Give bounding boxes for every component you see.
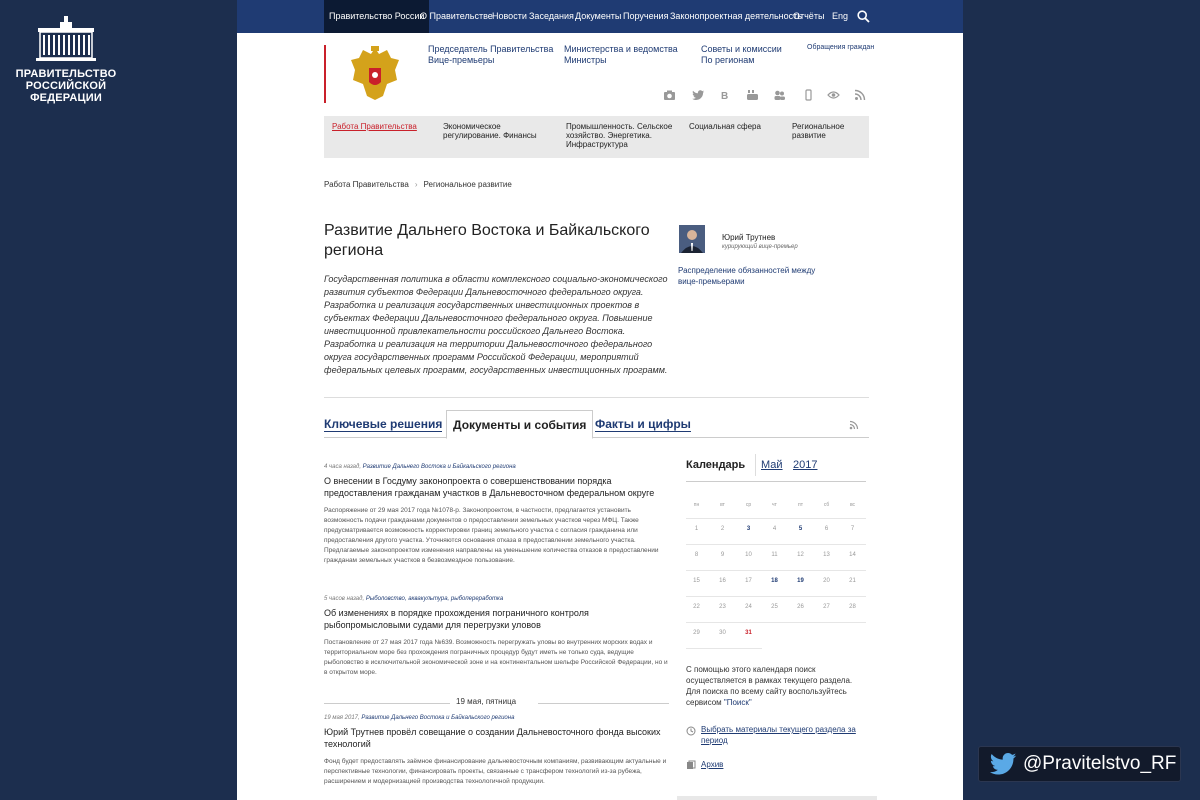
calendar-separator bbox=[755, 454, 756, 476]
calendar-day: 11 bbox=[771, 552, 778, 558]
coat-of-arms-icon[interactable] bbox=[347, 44, 403, 104]
subnav-industry[interactable]: Промышленность. Сельское хозяйство. Энергетика. Инфраструктура bbox=[566, 122, 673, 149]
calendar-day: 7 bbox=[850, 526, 855, 532]
chevron-right-icon: › bbox=[414, 180, 418, 189]
calendar-day: 26 bbox=[797, 604, 804, 610]
nav-item-reports[interactable]: Отчёты bbox=[793, 11, 825, 21]
twitter-badge[interactable] bbox=[978, 746, 1181, 782]
news-tag-link[interactable]: Развитие Дальнего Востока и Байкальского региона bbox=[361, 715, 515, 721]
nav-item-instructions[interactable]: Поручения bbox=[623, 11, 669, 21]
news-tag-link[interactable]: Развитие Дальнего Востока и Байкальского региона bbox=[362, 464, 516, 470]
calendar-day: 22 bbox=[693, 604, 700, 610]
twitter-icon[interactable] bbox=[692, 89, 705, 101]
curator-name[interactable]: Юрий Трутнев bbox=[722, 233, 776, 242]
calendar-day: 2 bbox=[720, 526, 725, 532]
news-item bbox=[324, 464, 669, 566]
responsibilities-link[interactable]: Распределение обязанностей между вице-премьерами bbox=[678, 266, 816, 286]
calendar-day: 10 bbox=[745, 552, 752, 558]
calendar-day: 14 bbox=[849, 552, 856, 558]
calendar-day: 21 bbox=[849, 578, 856, 584]
archive-link[interactable]: Архив bbox=[701, 760, 724, 769]
nav-item-english[interactable]: Eng bbox=[832, 11, 849, 21]
link-councils[interactable]: Советы и комиссии bbox=[701, 44, 782, 54]
calendar-row-divider bbox=[686, 544, 866, 545]
subnav-economy[interactable]: Экономическое регулирование. Финансы bbox=[443, 122, 537, 140]
calendar-day[interactable]: 31 bbox=[745, 630, 752, 636]
news-item bbox=[324, 715, 669, 787]
tab-documents-events[interactable]: Документы и события bbox=[446, 410, 593, 439]
news-meta: 4 часа назад, Развитие Дальнего Востока и Байкальского региона bbox=[324, 464, 516, 470]
calendar-weekday: вт bbox=[720, 502, 725, 508]
breadcrumb bbox=[324, 180, 512, 189]
date-separator-label: 19 мая, пятница bbox=[456, 697, 517, 706]
calendar-year-selector[interactable]: 2017 bbox=[793, 459, 818, 471]
calendar-day: 16 bbox=[719, 578, 726, 584]
news-headline[interactable]: Юрий Трутнев провёл совещание о создании Дальневосточного фонда высоких технологий bbox=[324, 727, 661, 749]
calendar-day: 25 bbox=[771, 604, 778, 610]
svg-text:В: В bbox=[721, 91, 729, 101]
youtube-icon[interactable] bbox=[746, 89, 759, 101]
twitter-bird-icon bbox=[989, 753, 1017, 775]
mobile-icon[interactable] bbox=[802, 89, 815, 101]
link-ministers[interactable]: Министры bbox=[564, 55, 607, 65]
news-headline[interactable]: Об изменениях в порядке прохождения пограничного контроля рыбопромысловыми судами для перегрузки уловов bbox=[324, 608, 589, 630]
nav-item-legislation[interactable]: Законопроектная деятельность bbox=[670, 11, 802, 21]
breadcrumb-item[interactable]: Работа Правительства bbox=[324, 180, 409, 189]
date-separator bbox=[324, 697, 669, 709]
search-icon[interactable] bbox=[857, 10, 870, 23]
logo-text: ПРАВИТЕЛЬСТВО РОССИЙСКОЙ ФЕДЕРАЦИИ bbox=[15, 68, 117, 104]
calendar-month-selector[interactable]: Май bbox=[761, 459, 783, 471]
section-description: Государственная политика в области комплексного социально-экономического развития субъектов Федерации Дальневосточного федерального округа. Разработка и реализация государственных инвестиционных проектов в субъектах Федерации Дальневосточного федерального округа. Повышение инвестиционной привлекательности российского Дальнего Востока. Разработка и реализация на территории Дальневосточного федерального округа государственных программ Российской Федерации, мероприятий федеральных целевых программ, государственных инвестиционных программ. bbox=[324, 274, 668, 375]
subnav-regional[interactable]: Региональное развитие bbox=[792, 122, 845, 140]
calendar-day: 6 bbox=[824, 526, 829, 532]
odnoklassniki-icon[interactable] bbox=[773, 89, 786, 101]
camera-icon[interactable] bbox=[663, 89, 676, 101]
calendar-weekday: сб bbox=[823, 502, 830, 508]
page bbox=[237, 0, 963, 800]
news-meta: 19 мая 2017, Развитие Дальнего Востока и Байкальского региона bbox=[324, 715, 515, 721]
page-title: Развитие Дальнего Востока и Байкальского региона bbox=[324, 222, 650, 259]
vk-icon[interactable] bbox=[719, 89, 732, 101]
calendar-weekday: пт bbox=[798, 502, 803, 508]
calendar-day: 17 bbox=[745, 578, 752, 584]
calendar-note: С помощью этого календаря поиск осуществляется в рамках текущего раздела. Для поиска по всему сайту воспользуйтесь сервисом "Поиск" bbox=[686, 665, 853, 707]
calendar-day: 27 bbox=[823, 604, 830, 610]
calendar-row-divider bbox=[686, 570, 866, 571]
calendar-weekday: вс bbox=[849, 502, 856, 508]
calendar-day[interactable]: 18 bbox=[771, 578, 778, 584]
news-body: Распоряжение от 29 мая 2017 года №1078-р. Законопроектом, в частности, предлагается установить возможность подачи гражданами документов о предоставлении земельных участков через МФЦ. Также предусматривается возможность корректировки границ земельного участка с согласия гражданина или предоставления другого участка. Уточняются основания отказа в предоставлении земельного участка. Предлагаемые законопроектом изменения направлены на уменьшение количества отказов в предоставлении гражданам земельных участков в безвозмездное пользование. bbox=[324, 507, 659, 564]
news-body: Фонд будет предоставлять заёмное финансирование дальневосточным компаниям, развивающим актуальные и перспективные технологии, финансировать проекты, связанные с трансфером технологий из-за рубежа, расширением и модернизацией производства технологичной продукции. bbox=[324, 758, 667, 785]
calendar-day: 15 bbox=[693, 578, 700, 584]
twitter-handle: @Pravitelstvo_RF bbox=[1023, 753, 1177, 774]
calendar-title: Календарь bbox=[686, 459, 746, 471]
nav-item-documents[interactable]: Документы bbox=[575, 11, 622, 21]
content-tabs bbox=[324, 410, 869, 438]
calendar-day: 30 bbox=[719, 630, 726, 636]
tab-facts-figures[interactable]: Факты и цифры bbox=[595, 417, 691, 431]
calendar-day[interactable]: 19 bbox=[797, 578, 804, 584]
nav-item-government[interactable]: Правительство России bbox=[324, 0, 429, 33]
link-citizen-appeals[interactable]: Обращения граждан bbox=[807, 44, 875, 51]
nav-item-news[interactable]: Новости bbox=[492, 11, 527, 21]
news-tag-link[interactable]: Рыболовство, аквакультура, рыбопереработка bbox=[365, 596, 504, 602]
nav-item-about[interactable]: О Правительстве bbox=[420, 11, 493, 21]
calendar-day[interactable]: 5 bbox=[798, 526, 803, 532]
nav-item-meetings[interactable]: Заседания bbox=[529, 11, 574, 21]
eye-icon[interactable] bbox=[827, 89, 840, 101]
red-accent-bar bbox=[324, 45, 326, 103]
white-house-icon bbox=[34, 14, 98, 62]
calendar-day[interactable]: 3 bbox=[746, 526, 751, 532]
separator-line bbox=[538, 703, 669, 704]
person-photo-icon bbox=[679, 225, 705, 253]
select-period-link[interactable]: Выбрать материалы текущего раздела за период bbox=[701, 725, 856, 745]
link-regions[interactable]: По регионам bbox=[701, 55, 755, 65]
government-logo[interactable] bbox=[14, 14, 118, 104]
calendar-day: 4 bbox=[772, 526, 777, 532]
footer-strip bbox=[677, 796, 877, 800]
calendar-row-divider bbox=[686, 622, 866, 623]
calendar-day: 23 bbox=[719, 604, 726, 610]
calendar-day: 29 bbox=[693, 630, 700, 636]
calendar-day: 20 bbox=[823, 578, 830, 584]
calendar-day: 28 bbox=[849, 604, 856, 610]
calendar-row-divider bbox=[686, 518, 866, 519]
rss-icon[interactable] bbox=[849, 420, 859, 430]
section-navigation bbox=[324, 116, 869, 158]
calendar-row-divider bbox=[686, 648, 762, 649]
calendar-divider bbox=[686, 481, 866, 482]
calendar-day: 24 bbox=[745, 604, 752, 610]
search-service-link[interactable]: "Поиск" bbox=[723, 698, 752, 707]
link-vice-premiers[interactable]: Вице-премьеры bbox=[428, 55, 495, 65]
calendar-day: 9 bbox=[720, 552, 725, 558]
calendar-day: 8 bbox=[694, 552, 699, 558]
tab-key-decisions[interactable]: Ключевые решения bbox=[324, 417, 443, 431]
calendar-day: 12 bbox=[797, 552, 804, 558]
news-body: Постановление от 27 мая 2017 года №639. Возможность перегружать уловы во внутренних морских водах и территориальном море без прохождения пограничных процедур будут иметь не только суда, ведущие рыболовство в исключительной экономической зоне и на континентальном шельфе Российской Федерации, но и в открытом море. bbox=[324, 639, 668, 676]
history-icon bbox=[686, 726, 696, 736]
rss-icon[interactable] bbox=[854, 89, 867, 101]
link-ministries[interactable]: Министерства и ведомства bbox=[564, 44, 678, 54]
calendar-weekday: чт bbox=[772, 502, 777, 508]
subnav-government-work[interactable]: Работа Правительства bbox=[332, 122, 417, 131]
news-headline[interactable]: О внесении в Госдуму законопроекта о совершенствовании порядка предоставления гражданам участков в Дальневосточном федеральном округе bbox=[324, 476, 655, 498]
top-navigation bbox=[237, 0, 963, 33]
archive-icon bbox=[686, 760, 696, 770]
calendar-weekday: пн bbox=[693, 502, 700, 508]
subnav-social[interactable]: Социальная сфера bbox=[689, 122, 761, 131]
calendar-weekday: ср bbox=[745, 502, 752, 508]
link-chairman[interactable]: Председатель Правительства bbox=[428, 44, 554, 54]
calendar-day: 13 bbox=[823, 552, 830, 558]
avatar[interactable] bbox=[679, 225, 705, 253]
curator-role: курирующий вице-премьер bbox=[722, 244, 798, 250]
divider bbox=[324, 397, 869, 398]
breadcrumb-item[interactable]: Региональное развитие bbox=[423, 180, 512, 189]
calendar-day: 1 bbox=[694, 526, 699, 532]
separator-line bbox=[324, 703, 450, 704]
news-meta: 5 часов назад, Рыболовство, аквакультура, рыбопереработка bbox=[324, 596, 504, 602]
news-item bbox=[324, 596, 669, 678]
calendar-row-divider bbox=[686, 596, 866, 597]
